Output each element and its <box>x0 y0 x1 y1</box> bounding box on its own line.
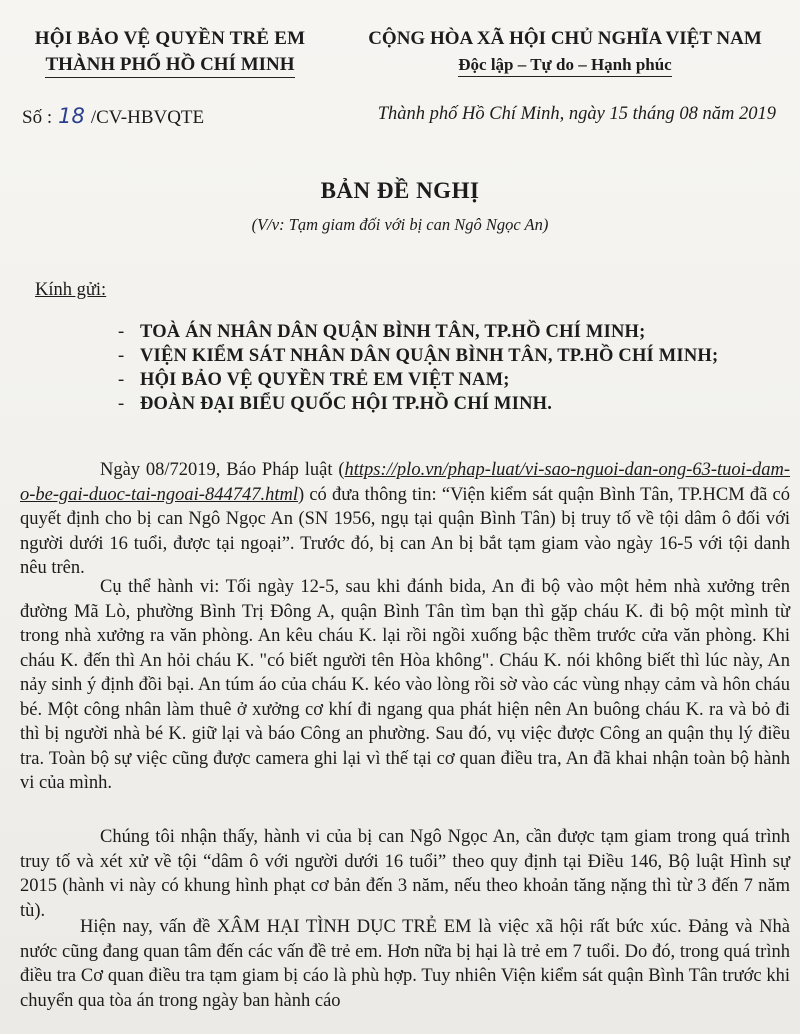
recipient-item: - TOÀ ÁN NHÂN DÂN QUẬN BÌNH TÂN, TP.HỒ CHÍ MINH; <box>118 322 646 342</box>
kinh-gui-label: Kính gửi: <box>35 280 107 300</box>
recipient-item: - HỘI BẢO VỆ QUYỀN TRẺ EM VIỆT NAM; <box>118 370 510 390</box>
document-number <box>22 104 204 129</box>
recipient-item: - VIỆN KIỂM SÁT NHÂN DÂN QUẬN BÌNH TÂN, TP.HỒ CHÍ MINH; <box>118 346 719 366</box>
doc-number-suffix: /CV-HBVQTE <box>90 107 205 128</box>
recipient-list <box>118 320 768 416</box>
body-paragraph-1: Ngày 08/72019, Báo Pháp luật (https://plo.vn/phap-luat/vi-sao-nguoi-dan-ong-63-tuoi-dam-o-be-gai-duoc-tai-ngoai-844747.html) có đưa thông tin: “Viện kiểm sát quận Bình Tân, TP.HCM đã có quyết định cho bị can Ngô Ngọc An (SN 1956, ngụ tại quận Bình Tân) bị truy tố về tội dâm ô đối với người dưới 16 tuổi, được tại ngoại”. Trước đó, bị can An bị bắt tạm giam vào ngày 16-5 với tội danh nêu trên. <box>20 460 790 578</box>
org-name-line1: HỘI BẢO VỆ QUYỀN TRẺ EM <box>34 28 306 49</box>
doc-number-prefix: Số : <box>22 107 53 128</box>
body-paragraph-2: Cụ thể hành vi: Tối ngày 12-5, sau khi đánh bida, An đi bộ vào một hẻm nhà xưởng trên đường Mã Lò, phường Bình Trị Đông A, quận Bình Tân tìm bạn thì gặp cháu K. đi bộ một mình từ trong nhà xưởng ra văn phòng. An kêu cháu K. lại rồi ngồi xuống bậc thềm trước cửa văn phòng. Khi cháu K. đến thì An hỏi cháu K. "có biết người tên Hòa không". Cháu K. nói không biết thì lúc này, An nảy sinh ý định đồi bại. An túm áo của cháu K. kéo vào lòng rồi sờ vào các vùng nhạy cảm và hôn cháu bé. Một công nhân làm thuê ở xưởng cơ khí đi ngang qua phát hiện nên An buông cháu K. ra và bỏ đi thì bị người nhà bé K. giữ lại và báo Công an phường. Sau đó, vụ việc được Công an quận thụ lý điều tra. Toàn bộ sự việc cũng được camera ghi lại vì thế tại cơ quan điều tra, An đã khai nhận toàn bộ hành vi của mình. <box>20 577 790 793</box>
national-heading <box>340 28 790 77</box>
national-motto: Độc lập – Tự do – Hạnh phúc <box>458 55 671 77</box>
doc-number-handwritten: 18 <box>58 104 85 128</box>
source-link[interactable]: https://plo.vn/phap-luat/vi-sao-nguoi-dan-ong-63-tuoi-dam-o-be-gai-duoc-tai-ngoai-844747.html <box>20 460 790 505</box>
document-subject: (V/v: Tạm giam đối với bị can Ngô Ngọc An) <box>251 215 549 234</box>
date-line: Thành phố Hồ Chí Minh, ngày 15 tháng 08 năm 2019 <box>377 104 776 124</box>
body-paragraph-3: Chúng tôi nhận thấy, hành vi của bị can Ngô Ngọc An, cần được tạm giam trong quá trình truy tố và xét xử về tội “dâm ô với người dưới 16 tuổi” theo quy định tại Điều 146, Bộ luật Hình sự 2015 (hành vi này có khung hình phạt cơ bản đến 3 năm, nếu theo khoản tăng nặng thì từ 3 đến 7 năm tù). <box>20 827 790 921</box>
body-paragraph-4: Hiện nay, vấn đề XÂM HẠI TÌNH DỤC TRẺ EM là việc xã hội rất bức xúc. Đảng và Nhà nước cũng đang quan tâm đến các vấn đề trẻ em. Hơn nữa bị hại là trẻ em 7 tuổi. Do đó, trong quá trình điều tra Cơ quan điều tra tạm giam bị cáo là phù hợp. Tuy nhiên Viện kiểm sát quận Bình Tân trước khi chuyển qua tòa án trong ngày ban hành cáo <box>20 917 790 1011</box>
issuing-organization <box>20 28 320 78</box>
org-name-line2: THÀNH PHỐ HỒ CHÍ MINH <box>45 54 294 78</box>
recipient-item: - ĐOÀN ĐẠI BIỂU QUỐC HỘI TP.HỒ CHÍ MINH. <box>118 394 553 414</box>
nation-name: CỘNG HÒA XÃ HỘI CHỦ NGHĨA VIỆT NAM <box>368 28 762 49</box>
document-title: BẢN ĐỀ NGHỊ <box>320 178 480 203</box>
